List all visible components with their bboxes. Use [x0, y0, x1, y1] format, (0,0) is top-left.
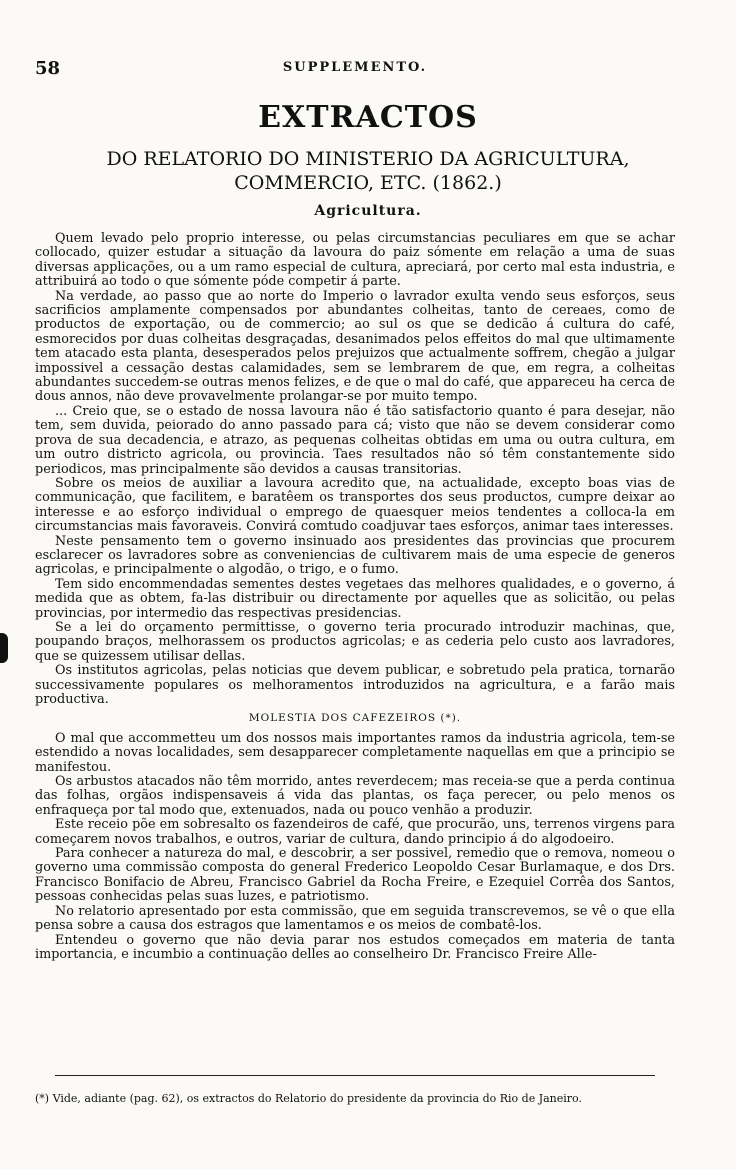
paragraph: Sobre os meios de auxiliar a lavoura acredito que, na actualidade, excepto boas vias de communicação, que facilitem, e baratêem os transportes dos seus productos, cumpre deixar ao interesse e ao esforço individual o emprego de quaesquer meios tendentes a colloca-la em circumstancias mais favoraveis. Convirá comtudo coadjuvar taes esforços, animar taes interesses.: [35, 475, 675, 535]
paragraph: Se a lei do orçamento permittisse, o governo teria procurado introduzir machinas, que, poupando braços, melhorassem os productos agricolas; e as cederia pelo custo aos lavradores, que se quizessem utilisar dellas.: [35, 619, 675, 664]
paragraph: Quem levado pelo proprio interesse, ou pelas circumstancias peculiares em que se achar collocado, quizer estudar a situação da lavoura do paiz sómente em relação a uma de suas diversas applicações, ou a um ramo especial de cultura, apreciará, por certo mal esta industria, e attribuirá ao todo o que sómente póde competir á parte.: [35, 231, 675, 290]
running-title: SUPPLEMENTO.: [282, 60, 428, 75]
margin-mark: [0, 633, 8, 663]
document-title: EXTRACTOS: [258, 100, 478, 135]
paragraph: O mal que accommetteu um dos nossos mais importantes ramos da industria agricola, tem-se estendido a novas localidades, sem desapparecer completamente naquellas em que a principio se manifestou.: [35, 730, 675, 775]
paragraph: Para conhecer a natureza do mal, e descobrir, a ser possivel, remedio que o remova, nomeou o governo uma commissão composta do general Frederico Leopoldo Cesar Burlamaque, e dos Drs. Francisco Bonifacio de Abreu, Francisco Gabriel da Rocha Freire, e Ezequiel Corrêa dos Santos, pessoas conhecidas pelas suas luzes, e patriotismo.: [35, 846, 675, 905]
paragraph: ... Creio que, se o estado de nossa lavoura não é tão satisfactorio quanto é para desejar, não tem, sem duvida, peiorado do anno passado para cá; visto que não se devem considerar como prova de sua decadencia, e atrazo, as pequenas colheitas obtidas em uma ou outra cultura, em um outro districto agricola, ou provincia. Taes resultados não só têm constantemente sido periodicos, mas principalmente são devidos a causas transitorias.: [35, 403, 675, 477]
subtitle-line-1: DO RELATORIO DO MINISTERIO DA AGRICULTURA,: [106, 148, 630, 170]
paragraph: Neste pensamento tem o governo insinuado aos presidentes das provincias que procurem esclarecer os lavradores sobre as conveniencias de cultivarem mais de uma especie de generos agricolas, e principalmente o algodão, o trigo, e o fumo.: [35, 533, 675, 578]
paragraph: No relatorio apresentado por esta commissão, que em seguida transcrevemos, se vê o que ella pensa sobre a causa dos estragos que lamentamos e os meios de combatê-los.: [35, 903, 675, 934]
footnote-divider: [55, 1075, 655, 1076]
subsection-heading: MOLESTIA DOS CAFEZEIROS (*).: [248, 712, 462, 725]
document-subtitle: [0, 147, 736, 195]
paragraph: Tem sido encommendadas sementes destes vegetaes das melhores qualidades, e o governo, á medida que as obtem, fa-las distribuir ou directamente por aquelles que as solicitão, ou pelas provincias, por intermedio das respectivas presidencias.: [35, 576, 675, 621]
body-text: [35, 232, 675, 962]
footnote: (*) Vide, adiante (pag. 62), os extractos do Relatorio do presidente da provincia do Rio de Janeiro.: [35, 1092, 582, 1105]
subtitle-line-2: COMMERCIO, ETC. (1862.): [234, 172, 502, 194]
paragraph: Os arbustos atacados não têm morrido, antes reverdecem; mas receia-se que a perda continua das folhas, orgãos indispensaveis á vida das plantas, os faça perecer, ou pelo menos os enfraqueça por tal modo que, extenuados, nada ou pouco venhão a produzir.: [35, 774, 675, 818]
page-header: [35, 58, 675, 82]
section-heading: Agricultura.: [314, 203, 422, 219]
paragraph: Este receio põe em sobresalto os fazendeiros de café, que procurão, uns, terrenos virgens para começarem novos trabalhos, e outros, variar de cultura, dando principio á do algodoeiro.: [35, 817, 675, 847]
page-number: 58: [35, 58, 61, 79]
paragraph: Na verdade, ao passo que ao norte do Imperio o lavrador exulta vendo seus esforços, seus sacrificios amplamente compensados por abundantes colheitas, tanto de cereaes, como de productos de exportação, ou de commercio; ao sul os que se dedicão á cultura do café, esmorecidos por duas colheitas desgraçadas, desanimados pelos effeitos do mal que ultimamente tem atacado esta planta, desesperados pelos prejuizos que actualmente soffrem, chegão a julgar impossivel a cessação destas calamidades, sem se lembrarem de que, em regra, a colheitas abundantes succedem-se outras menos felizes, e de que o mal do café, que appareceu ha cerca de dous annos, não deve provavelmente prolangar-se por muito tempo.: [35, 288, 675, 405]
paragraph: Os institutos agricolas, pelas noticias que devem publicar, e sobretudo pela pratica, tornarão successivamente populares os melhoramentos introduzidos na agricultura, e a farão mais productiva.: [35, 663, 675, 707]
paragraph: Entendeu o governo que não devia parar nos estudos começados em materia de tanta importancia, e incumbio a continuação delles ao conselheiro Dr. Francisco Freire Alle-: [35, 932, 675, 962]
